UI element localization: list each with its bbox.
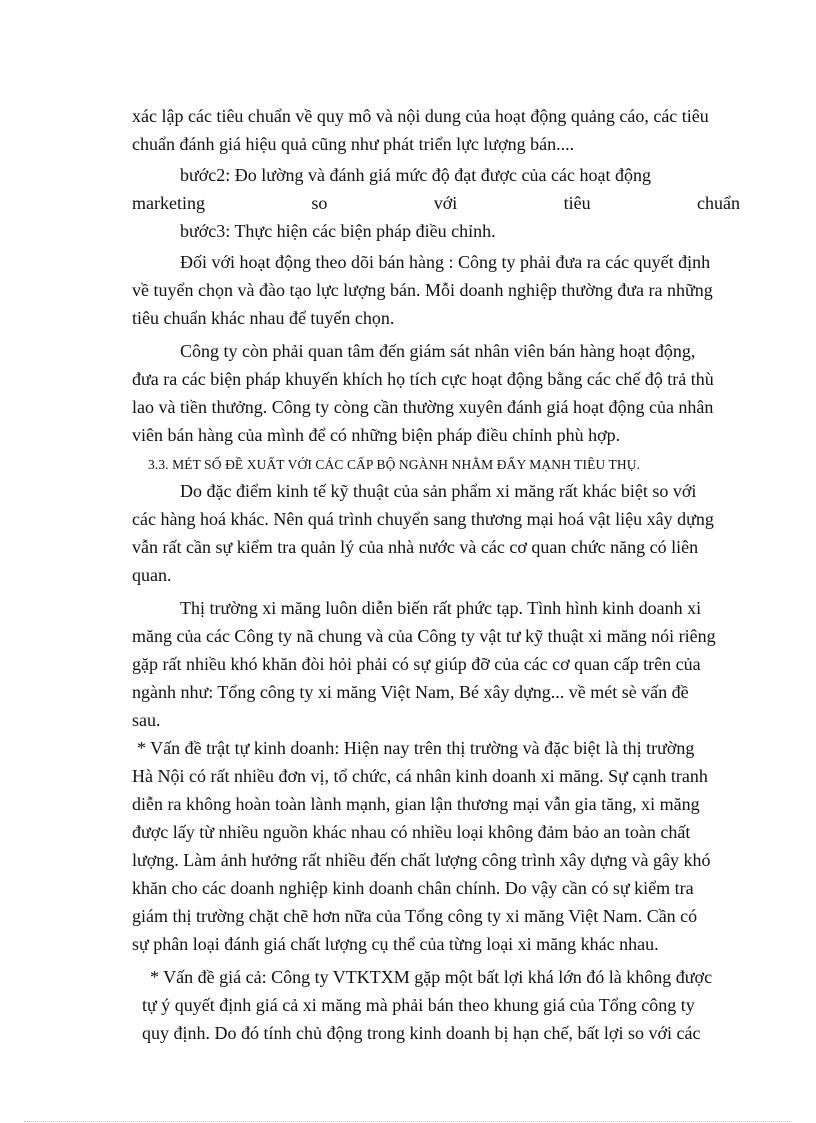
text-line: sự phân loại đánh giá chất lượng cụ thể của từng loại xi măng khác nhau. [132, 934, 659, 954]
text-line: xác lập các tiêu chuẩn về quy mô và nội dung của hoạt động quảng cáo, các tiêu [132, 106, 709, 126]
text-line: lượng. Làm ảnh hưởng rất nhiều đến chất lượng công trình xây dựng và gây khó [132, 850, 711, 870]
text-line: diễn ra không hoàn toàn lành mạnh, gian lận thương mại vẫn gia tăng, xi măng [132, 794, 700, 814]
bullet-business-order [132, 734, 740, 958]
paragraph-step2 [132, 161, 740, 217]
text-line: được lấy từ nhiều nguồn khác nhau có nhiều loại không đảm bảo an toàn chất [132, 822, 691, 842]
text-line: tự ý quyết định giá cả xi măng mà phải bán theo khung giá của Tổng công ty [142, 995, 695, 1015]
text-line: quan. [132, 565, 172, 585]
text-line-justified [132, 189, 740, 217]
text-line: Do đặc điểm kinh tế kỹ thuật của sản phẩm xi măng rất khác biệt so với [180, 481, 697, 501]
text-line: tiêu chuẩn khác nhau để tuyển chọn. [132, 308, 395, 328]
word: marketing [132, 193, 205, 213]
word: chuẩn [696, 193, 740, 213]
text-line: Công ty còn phải quan tâm đến giám sát nhân viên bán hàng hoạt động, [180, 341, 696, 361]
text-line: khăn cho các doanh nghiệp kinh doanh chân chính. Do vậy cần có sự kiểm tra [132, 878, 694, 898]
paragraph-sales-monitoring [132, 248, 740, 332]
paragraph-step3 [132, 217, 740, 245]
text-line: Đối với hoạt động theo dõi bán hàng : Công ty phải đưa ra các quyết định [180, 252, 711, 272]
text-line: sau. [132, 710, 161, 730]
text-line: bước2: Đo lường và đánh giá mức độ đạt được của các hoạt động [180, 165, 651, 185]
text-line: giám thị trường chặt chẽ hơn nữa của Tổng công ty xi măng Việt Nam. Cần có [132, 906, 698, 926]
text-line: chuẩn đánh giá hiệu quả cũng như phát triển lực lượng bán.... [132, 134, 575, 154]
text-line: Thị trường xi măng luôn diễn biến rất phức tạp. Tình hình kinh doanh xi [180, 598, 702, 618]
section-heading: 3.3. MÉT SỐ ĐỀ XUẤT VỚI CÁC CẤP BỘ NGÀNH NHẰM ĐẨY MẠNH TIÊU THỤ. [148, 457, 641, 472]
text-line: quy định. Do đó tính chủ động trong kinh doanh bị hạn chế, bất lợi so với các [142, 1023, 701, 1043]
bullet-price-issue [142, 963, 740, 1047]
text-line: bước3: Thực hiện các biện pháp điều chỉnh. [180, 221, 496, 241]
word: so [311, 193, 328, 213]
text-line: * Vấn đề giá cả: Công ty VTKTXM gặp một bất lợi khá lớn đó là không được [150, 967, 713, 987]
word: tiêu [563, 193, 591, 213]
text-line: về tuyển chọn và đào tạo lực lượng bán. Mỗi doanh nghiệp thường đưa ra những [132, 280, 713, 300]
paragraph-advertising-standards [132, 102, 740, 158]
page-bottom-rule [24, 1121, 792, 1122]
text-line: đưa ra các biện pháp khuyến khích họ tích cực hoạt động bằng các chế độ trả thù [132, 369, 714, 389]
paragraph-company-supervision [132, 337, 740, 449]
text-line: măng của các Công ty nã chung và của Công ty vật tư kỹ thuật xi măng nói riêng [132, 626, 716, 646]
text-line: ngành như: Tổng công ty xi măng Việt Nam, Bé xây dựng... về mét sè vấn đề [132, 682, 689, 702]
text-line: gặp rất nhiều khó khăn đòi hỏi phải có sự giúp đỡ của các cơ quan cấp trên của [132, 654, 701, 674]
word: với [433, 193, 458, 213]
text-line: vẫn rất cần sự kiểm tra quản lý của nhà nước và các cơ quan chức năng có liên [132, 537, 699, 557]
document-body [132, 102, 740, 1047]
text-line: các hàng hoá khác. Nên quá trình chuyển sang thương mại hoá vật liệu xây dựng [132, 509, 714, 529]
paragraph-cement-characteristics [132, 477, 740, 589]
text-line: Hà Nội có rất nhiều đơn vị, tổ chức, cá nhân kinh doanh xi măng. Sự cạnh tranh [132, 766, 708, 786]
text-line: lao và tiền thưởng. Công ty còng cần thường xuyên đánh giá hoạt động của nhân [132, 397, 714, 417]
paragraph-cement-market [132, 594, 740, 734]
text-line: viên bán hàng của mình để có những biện pháp điều chỉnh phù hợp. [132, 425, 621, 445]
text-line: * Vấn đề trật tự kinh doanh: Hiện nay trên thị trường và đặc biệt là thị trường [137, 738, 695, 758]
